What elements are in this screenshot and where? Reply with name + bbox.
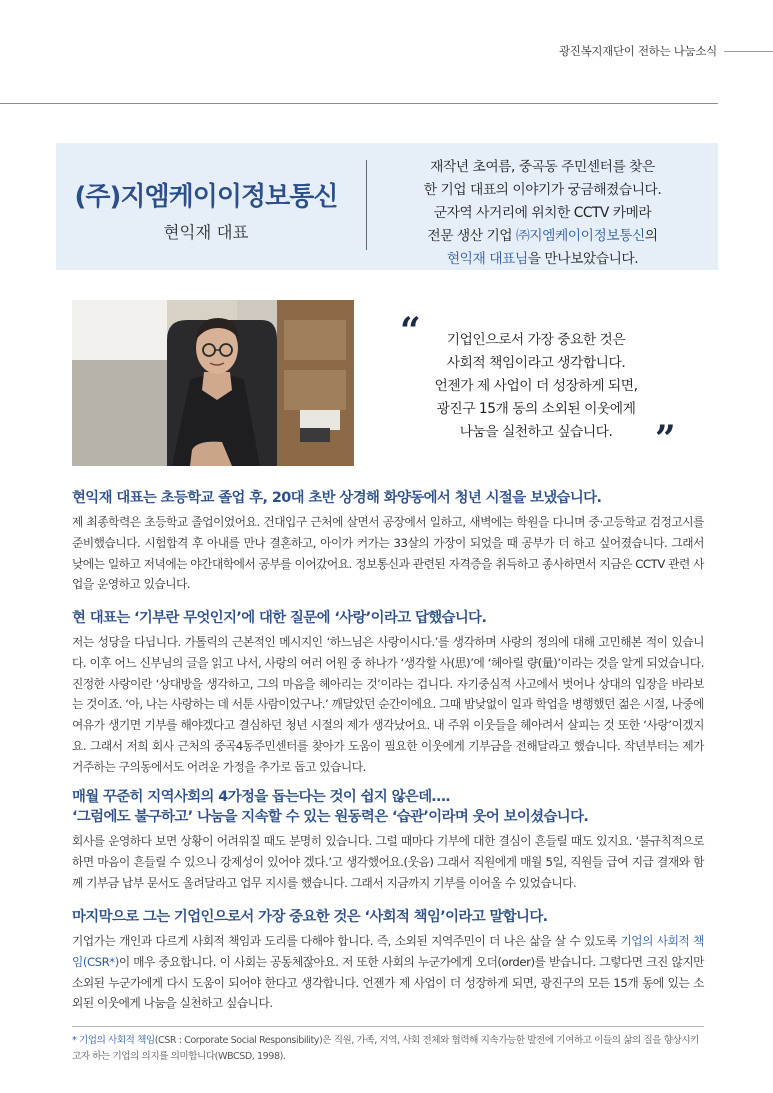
section-4 <box>72 907 704 1014</box>
top-divider <box>0 103 718 104</box>
company-name: (주)지엠케이이정보통신 <box>74 182 338 212</box>
section-heading-2: ‘그럼에도 불구하고’ 나눔을 지속할 수 있는 원동력은 ‘습관’이라며 웃어 보이셨습니다. <box>72 809 589 825</box>
section-heading: 현 대표는 ‘기부란 무엇인지’에 대한 질문에 ‘사랑’이라고 답했습니다. <box>72 610 487 626</box>
ceo-photo <box>72 300 354 466</box>
intro-line <box>375 248 710 271</box>
section-body: 제 최종학력은 초등학교 졸업이었어요. 건대입구 근처에 살면서 공장에서 일하고, 새벽에는 학원을 다니며 중·고등학교 검정고시를 준비했습니다. 시험합격 후 아내를 만나 결혼하고, 아이가 커가는 33살의 가장이 되었을 때 공부가 더 하고 싶어졌습니다. 그래서 낮에는 일하고 저녁에는 야간대학에서 공부를 이어갔어요. 정보통신과 관련된 자격증을 취득하고 종사하면서 지금은 CCTV 관련 사업을 운영하고 있습니다. <box>72 515 704 592</box>
quote-line: 사회적 책임이라고 생각합니다. <box>446 355 626 371</box>
section-3 <box>72 787 704 893</box>
footnote-marker: * <box>72 1035 77 1046</box>
intro-line: 군자역 사거리에 위치한 CCTV 카메라 <box>433 205 652 221</box>
footnote-divider <box>72 1026 704 1027</box>
section-heading: 현익재 대표는 초등학교 졸업 후, 20대 초반 상경해 화양동에서 청년 시절을 보냈습니다. <box>72 490 602 506</box>
section-body: 회사를 운영하다 보면 상황이 어려워질 때도 분명히 있습니다. 그럴 때마다 기부에 대한 결심이 흔들릴 때도 있지요. ‘불규칙적으로 하면 마음이 흔들릴 수 있으니 강제성이 있어야 겠다.’고 생각했어요.(웃음) 그래서 직원에게 매월 5일, 직원들 급여 지급 결재와 함께 기부금 납부 문서도 올려달라고 업무 지시를 했습니다. 그래서 지금까지 기부를 이어올 수 있었습니다. <box>72 834 704 890</box>
quote-line: 광진구 15개 동의 소외된 이웃에게 <box>436 401 636 417</box>
header-rule <box>724 51 773 52</box>
intro-line: 한 기업 대표의 이야기가 궁금해졌습니다. <box>423 182 662 198</box>
ceo-highlight: 현익재 대표님 <box>446 251 528 267</box>
intro-text-part: 을 만나보았습니다. <box>527 251 639 267</box>
body-text: 기업가는 개인과 다르게 사회적 책임과 도리를 다해야 합니다. 즉, 소외된 지역주민이 더 나은 삶을 살 수 있도록 <box>72 934 621 948</box>
quote-line: 언젠가 제 사업이 더 성장하게 되면, <box>434 378 638 394</box>
intro-divider <box>366 160 367 250</box>
section-1 <box>72 488 704 595</box>
intro-text-part: 의 <box>644 228 658 244</box>
quote-line: 기업인으로서 가장 중요한 것은 <box>446 332 626 348</box>
footnote-term: 기업의 사회적 책임 <box>78 1035 155 1046</box>
intro-line <box>375 225 710 248</box>
intro-text <box>375 156 710 271</box>
pull-quote <box>410 329 662 444</box>
header-label: 광진복지재단이 전하는 나눔소식 <box>558 44 717 58</box>
section-2 <box>72 608 704 778</box>
ceo-title: 현익재 대표 <box>163 223 249 242</box>
company-highlight: ㈜지엠케이이정보통신 <box>516 228 645 244</box>
section-body <box>72 931 704 1014</box>
section-heading: 매월 꾸준히 지역사회의 4가정을 돕는다는 것이 쉽지 않은데…. <box>72 789 451 805</box>
quote-open-icon: “ <box>400 310 421 352</box>
body-text: 이 매우 중요합니다. 이 사회는 공동체잖아요. 저 또한 사회의 누군가에게 오더(order)를 받습니다. 그렇다면 크진 않지만 소외된 누군가에게 다시 도움이 되어야 한다고 생각합니다. 언젠가 제 사업이 더 성장하게 되면, 광진구의 모든 15개 동에 있는 소외된 이웃에게 나눔을 실천하고 싶습니다. <box>72 954 704 1011</box>
footnote <box>72 1033 704 1065</box>
intro-line: 재작년 초여름, 중곡동 주민센터를 찾은 <box>430 159 655 175</box>
quote-line: 나눔을 실천하고 싶습니다. <box>459 424 613 440</box>
csr-highlight: 기업의 사회적 책임(CSR*) <box>72 934 704 969</box>
intro-text-part: 전문 생산 기업 <box>427 228 517 244</box>
footnote-text: (CSR : Corporate Social Responsibility)은 직원, 가족, 지역, 사회 전체와 협력해 지속가능한 발전에 기여하고 이들의 삶의 질을 향상시키고자 하는 기업의 의지를 의미합니다(WBCSD, 1998). <box>72 1035 699 1062</box>
section-body: 저는 성당을 다닙니다. 가톨릭의 근본적인 메시지인 ‘하느님은 사랑이시다.’를 생각하며 사랑의 정의에 대해 고민해본 적이 있습니다. 이후 어느 신부님의 글을 읽고 나서, 사랑의 여러 어원 중 하나가 ‘생각할 사(思)’에 ‘헤아릴 량(量)’이라는 것을 알게 되었습니다. 진정한 사랑이란 ‘상대방을 생각하고, 그의 마음을 헤아리는 것’이라는 겁니다. 자기중심적 사고에서 벗어나 상대의 입장을 바라보는 것이죠. ‘아, 나는 사랑하는 데 서툰 사람이었구나.’ 깨달았던 순간이에요. 그때 밤낮없이 일과 학업을 병행했던 젊은 시절, 나중에 여유가 생기면 기부를 해야겠다고 결심하던 청년 시절의 제가 생각났어요. 내 주위 이웃들을 헤아려서 살피는 것 또한 ‘사랑’이겠지요. 그래서 저희 회사 근처의 중곡4동주민센터를 찾아가 도움이 필요한 이웃에게 기부금을 전해달라고 했습니다. 작년부터는 제가 거주하는 구의동에서도 어려운 가정을 추가로 돕고 있습니다. <box>72 635 704 774</box>
section-heading: 마지막으로 그는 기업인으로서 가장 중요한 것은 ‘사회적 책임’이라고 말합니다. <box>72 909 548 925</box>
quote-close-icon: ” <box>655 418 676 460</box>
